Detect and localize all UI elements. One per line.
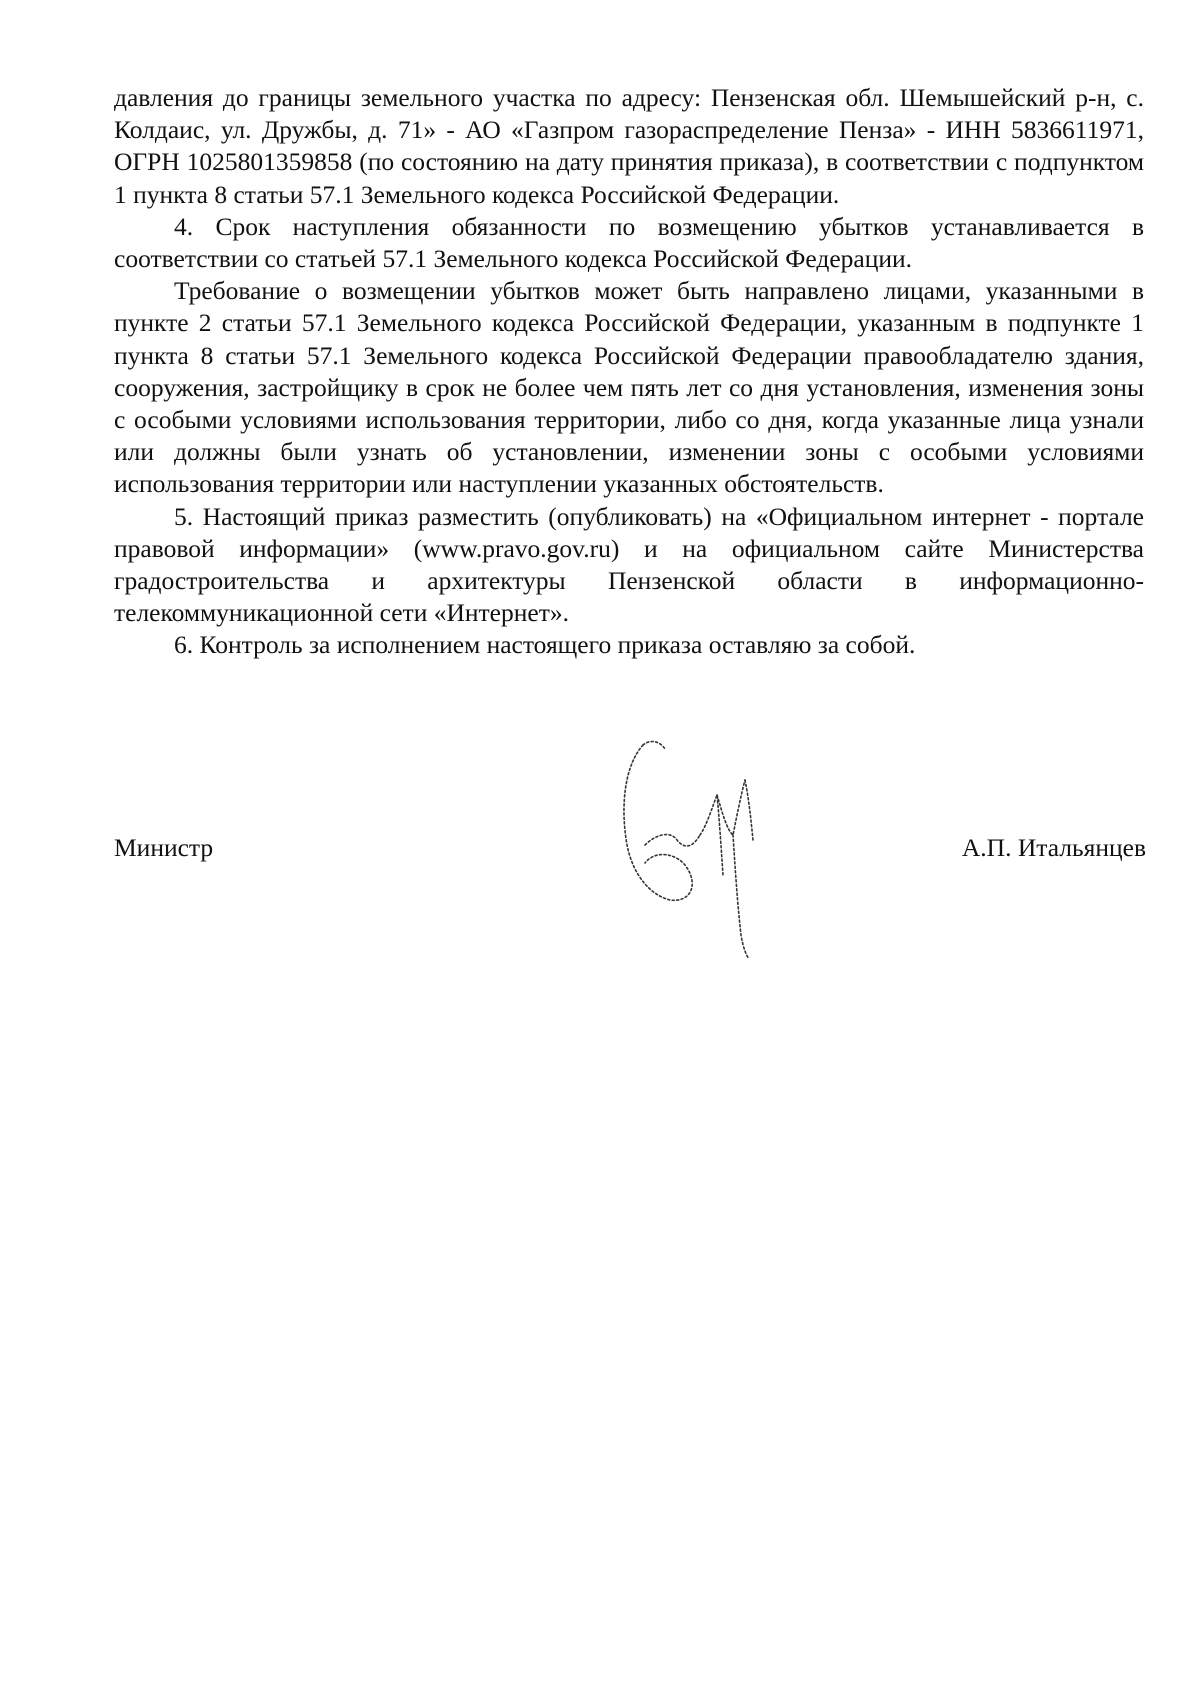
- paragraph-item-5: 5. Настоящий приказ разместить (опубликовать) на «Официальном интернет - портале правовой информации» (www.pravo.gov.ru) и на официальном сайте Министерства градостроительства и архитектуры Пензенской области в информационно-телекоммуникационной сети «Интернет».: [114, 501, 1144, 628]
- signatory-name: А.П. Итальянцев: [961, 833, 1146, 862]
- signatory-position: Министр: [114, 833, 214, 862]
- paragraph-item-4: 4. Срок наступления обязанности по возмещению убытков устанавливается в соответствии со статьей 57.1 Земельного кодекса Российской Федерации.: [114, 211, 1144, 274]
- document-body: [114, 82, 1144, 662]
- paragraph-continuation: давления до границы земельного участка по адресу: Пензенская обл. Шемышейский р-н, с. Колдаис, ул. Дружбы, д. 71» - АО «Газпром газораспределение Пенза» - ИНН 5836611971, ОГРН 1025801359858 (по состоянию на дату принятия приказа), в соответствии с подпунктом 1 пункта 8 статьи 57.1 Земельного кодекса Российской Федерации.: [114, 83, 1144, 209]
- paragraph-item-6: 6. Контроль за исполнением настоящего приказа оставляю за собой.: [174, 630, 916, 660]
- paragraph-damages-claim: Требование о возмещении убытков может быть направлено лицами, указанными в пункте 2 статьи 57.1 Земельного кодекса Российской Федерации, указанным в подпункте 1 пункта 8 статьи 57.1 Земельного кодекса Российской Федерации правообладателю здания, сооружения, застройщику в срок не более чем пять лет со дня установления, изменения зоны с особыми условиями использования территории, либо со дня, когда указанные лица узнали или должны были узнать об установлении, изменении зоны с особыми условиями использования территории или наступлении указанных обстоятельств.: [114, 276, 1144, 499]
- handwritten-signature: [615, 735, 790, 960]
